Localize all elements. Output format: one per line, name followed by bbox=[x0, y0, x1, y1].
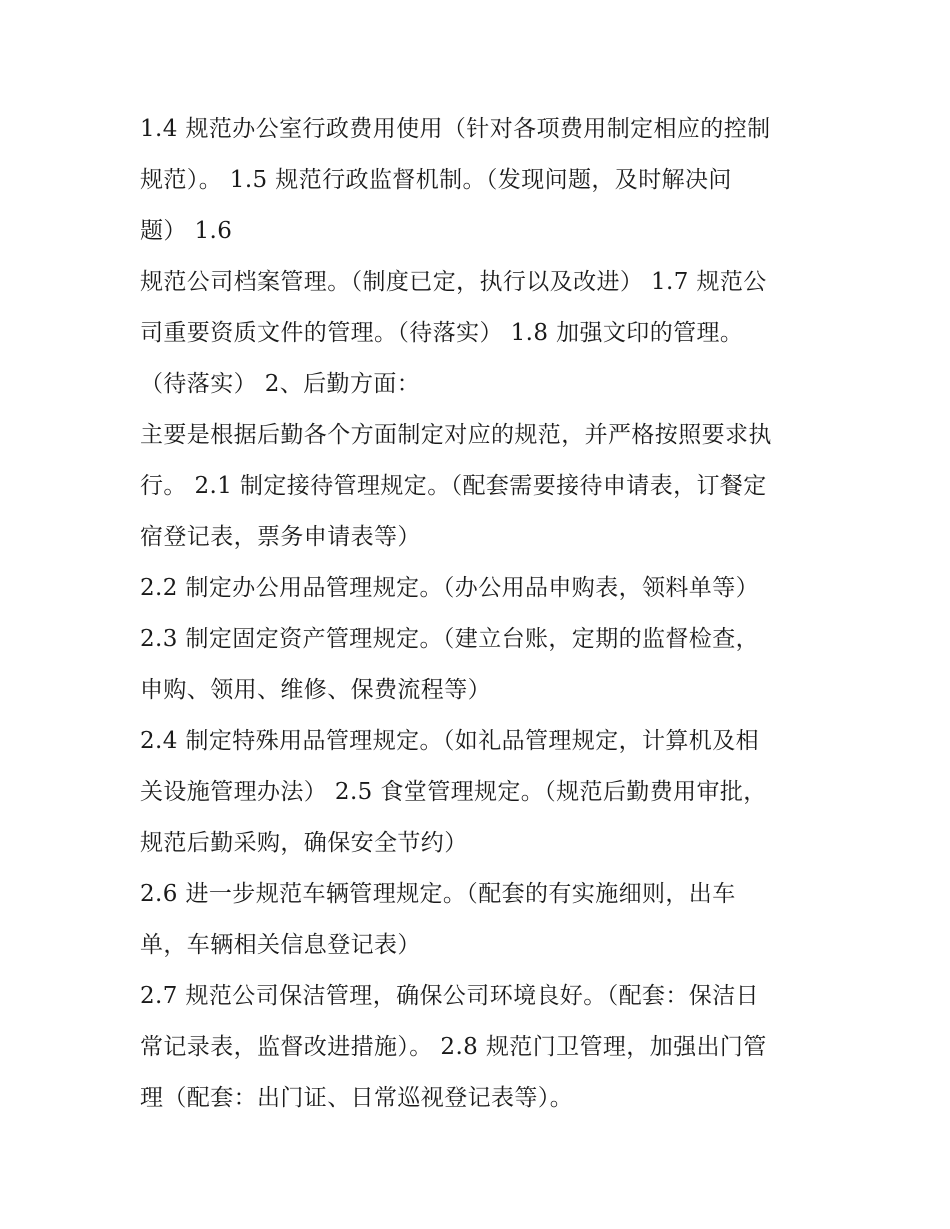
text-line: 2.6 进一步规范车辆管理规定。（配套的有实施细则，出车 bbox=[140, 881, 736, 907]
text-line: 2.2 制定办公用品管理规定。（办公用品申购表，领料单等） bbox=[140, 575, 759, 601]
text-line: 规范公司档案管理。（制度已定，执行以及改进） 1.7 规范公 bbox=[140, 269, 767, 295]
text-line: （待落实） 2、后勤方面： bbox=[140, 371, 421, 397]
text-line: 规范后勤采购，确保安全节约） bbox=[140, 830, 468, 856]
text-line: 申购、领用、维修、保费流程等） bbox=[140, 677, 491, 703]
text-line: 主要是根据后勤各个方面制定对应的规范，并严格按照要求执 bbox=[140, 422, 772, 448]
text-line: 题） 1.6 bbox=[140, 218, 233, 244]
text-line: 1.4 规范办公室行政费用使用（针对各项费用制定相应的控制 bbox=[140, 116, 771, 142]
text-line: 理（配套：出门证、日常巡视登记表等）。 bbox=[140, 1085, 574, 1111]
text-line: 2.7 规范公司保洁管理，确保公司环境良好。（配套：保洁日 bbox=[140, 983, 759, 1009]
text-line: 常记录表，监督改进措施）。 2.8 规范门卫管理，加强出门管 bbox=[140, 1034, 767, 1060]
document-body bbox=[140, 104, 820, 1124]
text-line: 司重要资质文件的管理。（待落实） 1.8 加强文印的管理。 bbox=[140, 320, 744, 346]
text-line: 关设施管理办法） 2.5 食堂管理规定。（规范后勤费用审批， bbox=[140, 779, 767, 805]
text-line: 2.3 制定固定资产管理规定。（建立台账，定期的监督检查， bbox=[140, 626, 759, 652]
text-line: 2.4 制定特殊用品管理规定。（如礼品管理规定，计算机及相 bbox=[140, 728, 759, 754]
text-line: 规范）。 1.5 规范行政监督机制。（发现问题，及时解决问 bbox=[140, 167, 732, 193]
text-line: 单，车辆相关信息登记表） bbox=[140, 932, 421, 958]
text-line: 宿登记表，票务申请表等） bbox=[140, 524, 421, 550]
text-line: 行。 2.1 制定接待管理规定。（配套需要接待申请表，订餐定 bbox=[140, 473, 767, 499]
